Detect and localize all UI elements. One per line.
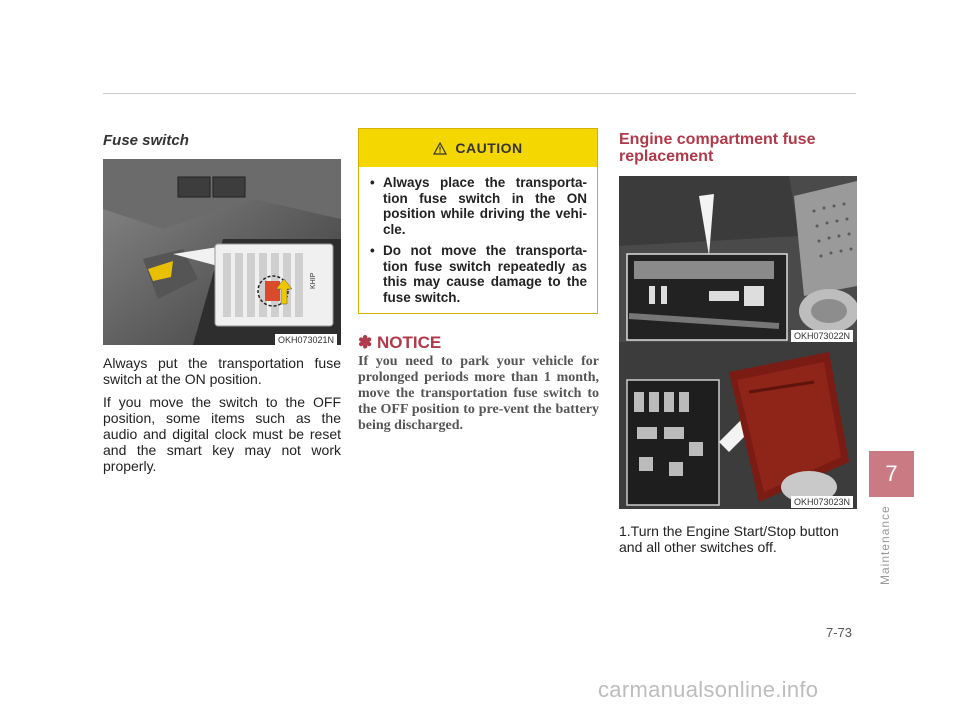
engine-compartment-photo (619, 176, 857, 342)
page-number: 7-73 (826, 625, 853, 640)
caution-box (358, 128, 598, 314)
image-caption-okh073023n: OKH073023N (791, 496, 853, 508)
chapter-tab[interactable]: 7 (869, 451, 914, 497)
paragraph: If you move the switch to the OFF position, some items such as the audio and digital clock must be reset and the smart key may not work properly. (103, 394, 341, 474)
fuse-box-cover-photo (619, 342, 857, 509)
notice-text: If you need to park your vehicle for prolonged periods more than 1 month, move the transportation fuse switch to the OFF position to pre-vent the battery being discharged. (358, 354, 599, 433)
section-title-engine-fuse: Engine compartment fuse replacement (619, 131, 816, 165)
paragraph: Always put the transportation fuse switch at the ON position. (103, 355, 341, 387)
watermark: carmanualsonline.info (598, 677, 819, 702)
caution-label: CAUTION (455, 140, 523, 156)
caution-header (359, 129, 597, 167)
caution-list (359, 175, 597, 305)
caution-item: • Do not move the transporta-tion fuse switch repeatedly as this may cause damage to the fuse switch. (383, 243, 587, 305)
fuse-panel-label: KHIP (310, 272, 317, 289)
fuse-switch-photo (103, 159, 341, 345)
fuse-switch-body (103, 355, 341, 481)
notice-title: ✽ NOTICE (358, 333, 442, 352)
image-caption-okh073021n: OKH073021N (275, 334, 337, 346)
chapter-name: Maintenance (878, 505, 892, 585)
step-1: 1.Turn the Engine Start/Stop button and all other switches off. (619, 523, 839, 555)
section-title-fuse-switch: Fuse switch (103, 132, 189, 149)
header-rule (103, 93, 856, 94)
image-caption-okh073022n: OKH073022N (791, 330, 853, 342)
warning-triangle-icon (433, 142, 447, 155)
caution-item: • Always place the transporta-tion fuse switch in the ON position while driving the vehi-cle. (383, 175, 587, 237)
